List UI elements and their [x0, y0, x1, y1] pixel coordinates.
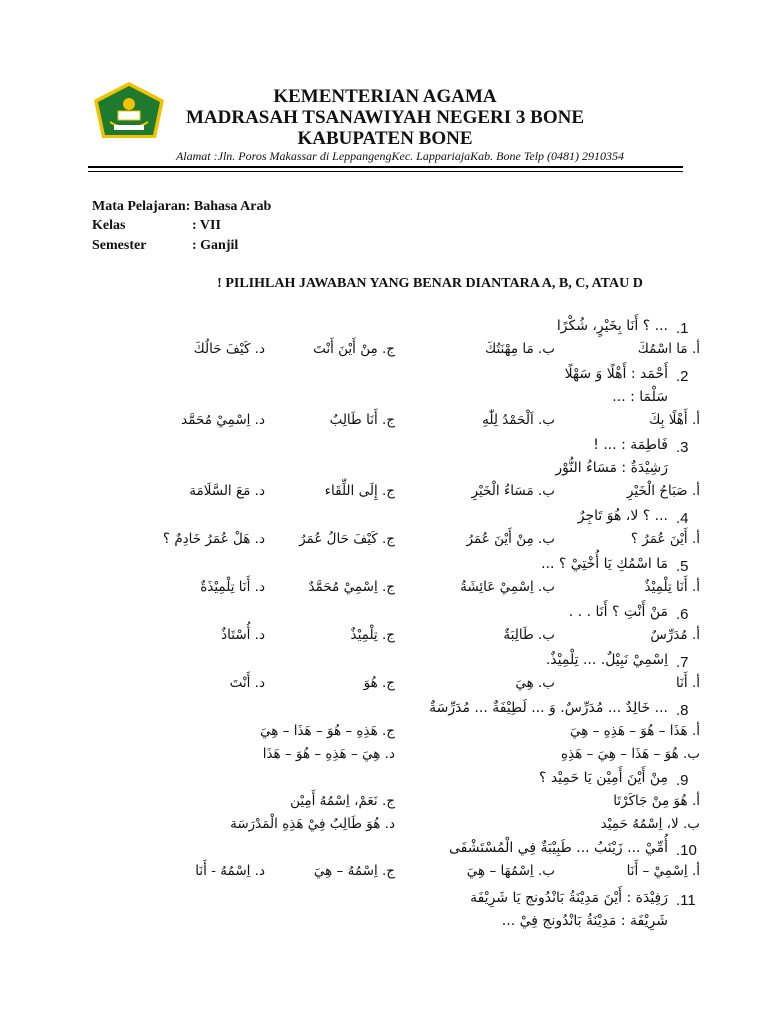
question-text: ... ؟ أَنَا بِخَيْرٍ، شُكْرًا	[556, 318, 668, 334]
option-text: مُدَرِّسٌ	[650, 627, 688, 643]
answer-option[interactable]	[570, 723, 700, 739]
option-letter: أ.	[687, 863, 700, 879]
question-text: ... خَالِدٌ ... مُدَرِّسٌ. وَ ... لَطِيْفَةٌ ... مُدَرِّسَةٌ	[429, 700, 668, 716]
option-letter: ج.	[377, 793, 395, 809]
question-number: .10	[676, 842, 697, 859]
question-text: رَفِيْدَة : أَيْنَ مَدِيْنَةُ بَانْدُونج يَا شَرِيْفَة	[470, 890, 668, 906]
answer-option[interactable]	[260, 723, 395, 739]
option-text: هِيَ – هَذِهِ – هُوَ – هَذَا	[262, 746, 381, 762]
option-letter: أ.	[687, 675, 700, 691]
option-text: مَعَ السَّلَامَة	[189, 483, 251, 499]
option-letter: د.	[380, 816, 395, 832]
option-text: هَذِهِ – هُوَ – هَذَا – هِيَ	[260, 723, 378, 739]
answer-option[interactable]	[230, 816, 395, 832]
option-text: أَنَا	[676, 675, 688, 691]
answer-option[interactable]	[638, 341, 700, 357]
answer-option[interactable]	[299, 531, 395, 547]
question-number: .9	[676, 772, 689, 789]
header-ministry: KEMENTERIAN AGAMA	[273, 86, 497, 107]
option-text: نَعَمْ، اِسْمُهُ أَمِيْن	[290, 793, 378, 809]
option-letter: أ.	[687, 627, 700, 643]
option-letter: د.	[250, 412, 265, 428]
question-number: .11	[676, 892, 696, 909]
option-letter: د.	[250, 675, 265, 691]
question-text: اِسْمِيْ نَبِيْلٌ. ... تِلْمِيْذٌ.	[545, 652, 668, 668]
answer-option[interactable]	[467, 531, 555, 547]
answer-option[interactable]	[472, 483, 555, 499]
answer-option[interactable]	[313, 341, 395, 357]
option-letter: ج.	[377, 483, 395, 499]
question-text: مِنْ أَيْنَ أَمِيْن يَا حَمِيْد ؟	[538, 770, 668, 786]
semester-line	[92, 238, 238, 254]
answer-option[interactable]	[189, 483, 265, 499]
option-text: كَيْفَ حَالُ عُمَرُ	[299, 531, 378, 547]
option-text: اِسْمِيْ مُحَمَّدٌ	[308, 579, 378, 595]
option-text: أَهْلًا بِكَ	[649, 412, 688, 428]
header-address: Alamat :Jln. Poros Makassar di LeppangengKec. LappariajaKab. Bone Telp (0481) 2910354	[175, 149, 625, 163]
option-letter: ب.	[533, 412, 555, 428]
option-text: كَيْفَ حَالُكَ	[193, 341, 251, 357]
question-number: .5	[676, 558, 689, 575]
answer-option[interactable]	[627, 483, 700, 499]
question-number: .7	[676, 654, 689, 671]
option-letter: ب.	[533, 863, 555, 879]
answer-option[interactable]	[601, 816, 700, 832]
answer-option[interactable]	[195, 863, 265, 879]
option-text: هُوَ طَالِبٌ فِيْ هَذِهِ الْمَدْرَسَة	[230, 816, 381, 832]
option-text: هُوَ مِنْ جَاكَرْتَا	[613, 793, 688, 809]
semester-label: Semester	[92, 238, 147, 253]
question-number: .8	[676, 702, 689, 719]
option-letter: أ.	[687, 412, 700, 428]
option-letter: ج.	[377, 531, 395, 547]
option-letter: د.	[250, 627, 265, 643]
question-text: مَا اسْمُكِ يَا أُخْتِيْ ؟ ...	[541, 556, 668, 572]
option-letter: ج.	[377, 675, 395, 691]
option-letter: أ.	[687, 723, 700, 739]
answer-option[interactable]	[561, 746, 700, 762]
class-label: Kelas	[92, 218, 126, 233]
option-letter: ج.	[377, 412, 395, 428]
answer-option[interactable]	[200, 579, 265, 595]
answer-option[interactable]	[503, 627, 555, 643]
option-letter: د.	[380, 746, 395, 762]
question-text: شَرِيْفَة : مَدِيْنَةُ بَانْدُونج فِيْ ...	[501, 913, 668, 929]
option-text: أَيْنَ عُمَرُ ؟	[630, 531, 688, 547]
question-text: أُمِّيْ ... زَيْنَبُ ... طَبِيْبَةٌ فِي الْمُسْتَشْفَى	[449, 840, 668, 856]
option-letter: أ.	[687, 531, 700, 547]
option-letter: ج.	[377, 579, 395, 595]
answer-option[interactable]	[676, 675, 700, 691]
option-text: اِسْمُهُ - أَنَا	[195, 863, 251, 879]
option-letter: د.	[250, 863, 265, 879]
option-text: مِنْ أَيْنَ عُمَرُ	[466, 531, 534, 547]
option-letter: أ.	[687, 483, 700, 499]
answer-option[interactable]	[263, 746, 395, 762]
option-letter: د.	[250, 531, 265, 547]
option-letter: د.	[250, 341, 265, 357]
option-letter: ب.	[533, 531, 555, 547]
question-number: .1	[676, 320, 689, 337]
option-letter: ب.	[533, 483, 555, 499]
option-text: أَنْتَ	[229, 675, 251, 691]
header-divider	[88, 166, 683, 172]
question-number: .4	[676, 510, 689, 527]
question-text: أَحْمَد : أَهْلًا وَ سَهْلًا	[564, 366, 668, 382]
answer-option[interactable]	[482, 412, 555, 428]
instruction: ! PILIHLAH JAWABAN YANG BENAR DIANTARA A, B, C, ATAU D	[217, 276, 643, 291]
option-letter: ب.	[533, 675, 555, 691]
option-text: صَبَاحُ الْخَيْرِ	[626, 483, 688, 499]
answer-option[interactable]	[627, 863, 700, 879]
question-text: رَشِيْدَةٌ : مَسَاءُ النُّوْر	[555, 460, 668, 476]
option-text: اِسْمِيْ مُحَمَّد	[181, 412, 251, 428]
option-text: إِلَى اللِّقَاء	[324, 483, 378, 499]
answer-option[interactable]	[467, 863, 555, 879]
option-letter: ج.	[377, 723, 395, 739]
option-letter: ج.	[377, 341, 395, 357]
option-letter: ج.	[377, 863, 395, 879]
answer-option[interactable]	[645, 579, 700, 595]
answer-option[interactable]	[460, 579, 555, 595]
option-text: اِسْمِيْ عَائِشَةُ	[460, 579, 534, 595]
option-letter: د.	[250, 483, 265, 499]
answer-option[interactable]	[485, 341, 555, 357]
answer-option[interactable]	[181, 412, 265, 428]
class-line	[92, 218, 221, 234]
answer-option[interactable]	[325, 483, 395, 499]
answer-option[interactable]	[163, 531, 265, 547]
option-letter: ب.	[533, 341, 555, 357]
option-text: هِيَ	[515, 675, 534, 691]
question-number: .6	[676, 606, 689, 623]
question-text: ... ؟ لا، هُوَ تَاجِرٌ	[577, 508, 668, 524]
class-value: : VII	[192, 218, 221, 233]
answer-option[interactable]	[290, 793, 395, 809]
option-text: أَنَا طَالِبٌ	[329, 412, 378, 428]
question-number: .2	[676, 368, 689, 385]
answer-option[interactable]	[308, 579, 395, 595]
option-letter: ج.	[377, 627, 395, 643]
option-text: أَنَا تِلْمِيْذَةٌ	[200, 579, 251, 595]
answer-option[interactable]	[650, 627, 700, 643]
option-letter: ب.	[533, 579, 555, 595]
answer-option[interactable]	[330, 412, 395, 428]
option-text: مَا مِهْنَتُكَ	[485, 341, 534, 357]
answer-option[interactable]	[230, 675, 265, 691]
option-letter: ب.	[533, 627, 555, 643]
header-school: MADRASAH TSANAWIYAH NEGERI 3 BONE	[185, 107, 585, 128]
answer-option[interactable]	[364, 675, 395, 691]
answer-option[interactable]	[221, 627, 265, 643]
answer-option[interactable]	[649, 412, 700, 428]
header-regency: KABUPATEN BONE	[297, 128, 473, 149]
option-letter: د.	[250, 579, 265, 595]
option-text: اِسْمُهَا – هِيَ	[466, 863, 534, 879]
option-text: اَلْحَمْدُ لِلّٰهِ	[482, 412, 534, 428]
question-text: فَاطِمَة : ... !	[593, 437, 668, 453]
option-letter: أ.	[687, 341, 700, 357]
option-text: اِسْمِيْ – أَنَا	[626, 863, 688, 879]
answer-option[interactable]	[314, 863, 395, 879]
answer-option[interactable]	[613, 793, 700, 809]
option-letter: أ.	[687, 793, 700, 809]
option-text: هُوَ	[363, 675, 378, 691]
option-letter: ب.	[678, 746, 700, 762]
question-number: .3	[676, 439, 689, 456]
option-text: مَا اسْمُكَ	[637, 341, 688, 357]
answer-option[interactable]	[631, 531, 700, 547]
option-text: اِسْمُهُ – هِيَ	[313, 863, 378, 879]
option-text: أَنَا تِلْمِيْذٌ	[644, 579, 688, 595]
option-text: هُوَ – هَذَا – هِيَ – هَذِهِ	[561, 746, 679, 762]
option-letter: ب.	[678, 816, 700, 832]
option-text: هَذَا – هُوَ – هَذِهِ – هِيَ	[569, 723, 688, 739]
question-text: سَلْمَا : ...	[612, 389, 668, 405]
option-text: طَالِبَةٌ	[503, 627, 534, 643]
option-text: لا، اِسْمُهُ حَمِيْد	[600, 816, 679, 832]
question-text: مَنْ أَنْتِ ؟ أَنَا . . .	[568, 604, 668, 620]
answer-option[interactable]	[515, 675, 555, 691]
answer-option[interactable]	[351, 627, 396, 643]
option-text: أُسْتَاذٌ	[221, 627, 251, 643]
option-text: مَسَاءُ الْخَيْرِ	[471, 483, 534, 499]
answer-option[interactable]	[194, 341, 265, 357]
option-text: مِنْ أَيْنَ أَنْتَ	[313, 341, 378, 357]
subject-line: Mata Pelajaran: Bahasa Arab	[92, 199, 272, 214]
semester-value: : Ganjil	[192, 238, 239, 253]
option-text: هَلْ عُمَرُ خَادِمٌ ؟	[162, 531, 251, 547]
option-text: تِلْمِيْذٌ	[350, 627, 378, 643]
option-letter: أ.	[687, 579, 700, 595]
